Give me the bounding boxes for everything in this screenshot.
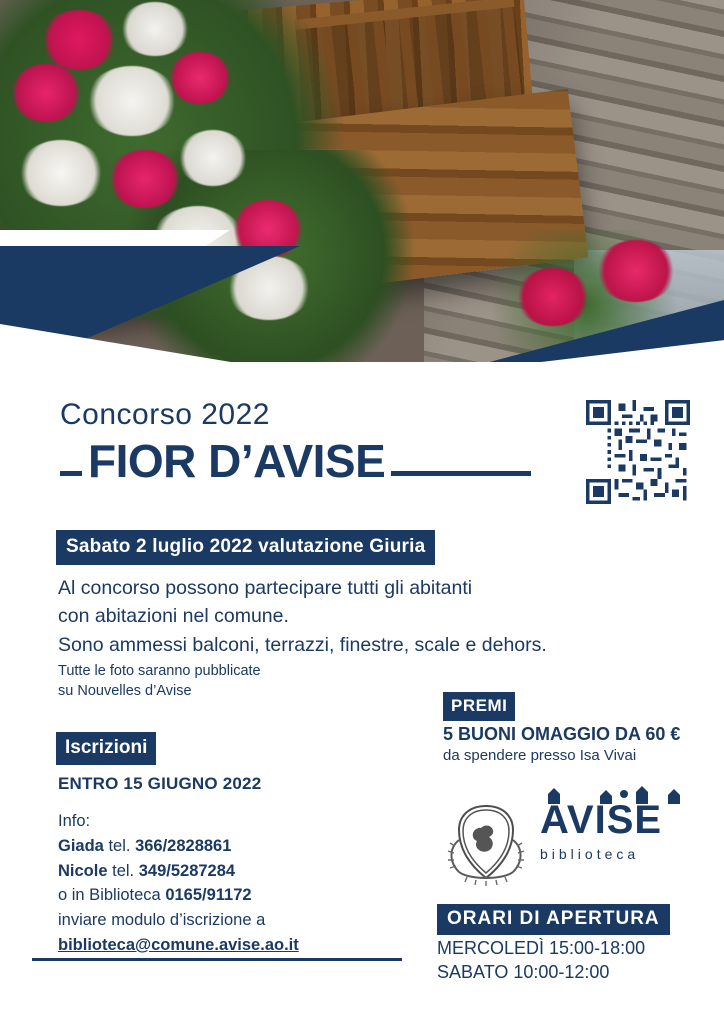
contact-name: Nicole [58,861,108,880]
page-title: FIOR D’AVISE [88,435,386,487]
flower-cluster [516,268,590,326]
library-label: o in Biblioteca [58,886,161,905]
flower-cluster [168,52,232,104]
avise-wordmark-sub: biblioteca [540,846,640,862]
description-line-3: Sono ammessi balconi, terrazzi, finestre, scale e dehors. [58,633,547,656]
contact-row-nicole [58,859,398,884]
hero-photo [0,0,724,372]
hero-bottom-mask [0,362,724,372]
flower-cluster [108,150,182,208]
contact-phone: 366/2828861 [135,836,232,855]
contact-row-giada [58,834,398,859]
flower-cluster [120,2,190,56]
contact-phone: 349/5287284 [138,861,236,880]
qr-code-icon [586,400,690,504]
date-banner: Sabato 2 luglio 2022 valutazione Giuria [56,530,435,565]
qr-code[interactable] [586,400,690,504]
orari-line-2: SABATO 10:00-12:00 [437,962,610,982]
flower-cluster [178,130,248,186]
deadline-text: ENTRO 15 GIUGNO 2022 [58,774,262,793]
contact-name: Giada [58,836,104,855]
flower-cluster [18,140,104,206]
avise-logo [540,800,700,862]
description-line-1: Al concorso possono partecipare tutti gli abitanti [58,577,473,599]
publication-note-line-1: Tutte le foto saranno pubblicate [58,663,261,679]
iscrizioni-banner: Iscrizioni [56,732,156,765]
premi-prize: 5 BUONI OMAGGIO DA 60 € [443,724,681,744]
description [58,574,638,659]
bottom-divider [32,958,402,961]
crest-svg [443,800,529,886]
flower-cluster [40,10,118,70]
orari-banner: ORARI DI APERTURA [437,904,670,935]
flower-cluster [10,64,82,122]
info-label: Info: [58,812,91,830]
title-block [60,398,531,487]
orari-line-1: MERCOLEDÌ 15:00-18:00 [437,938,646,958]
title-rule [391,471,531,476]
library-phone: 0165/91172 [165,886,252,905]
poster-content [0,372,724,1024]
premi-detail: da spendere presso Isa Vivai [443,747,637,764]
title-dash-left [60,471,82,476]
contact-tel-label: tel. [108,836,131,855]
publication-note [58,662,388,701]
email-link[interactable]: biblioteca@comune.avise.ao.it [58,935,299,954]
contact-row-library [58,883,398,908]
description-line-2: con abitazioni nel comune. [58,605,289,628]
premi-banner: PREMI [443,692,515,721]
info-block [58,809,398,958]
form-instruction: inviare modulo d’iscrizione a [58,911,266,929]
publication-note-line-2: su Nouvelles d’Avise [58,682,192,699]
flower-cluster [86,66,178,136]
comune-crest-icon [443,800,529,886]
flower-cluster [596,240,676,302]
avise-wordmark: AVISE [540,798,663,842]
contact-tel-label: tel. [112,861,135,880]
title-row [60,435,531,487]
page-subtitle: Concorso 2022 [60,398,270,431]
